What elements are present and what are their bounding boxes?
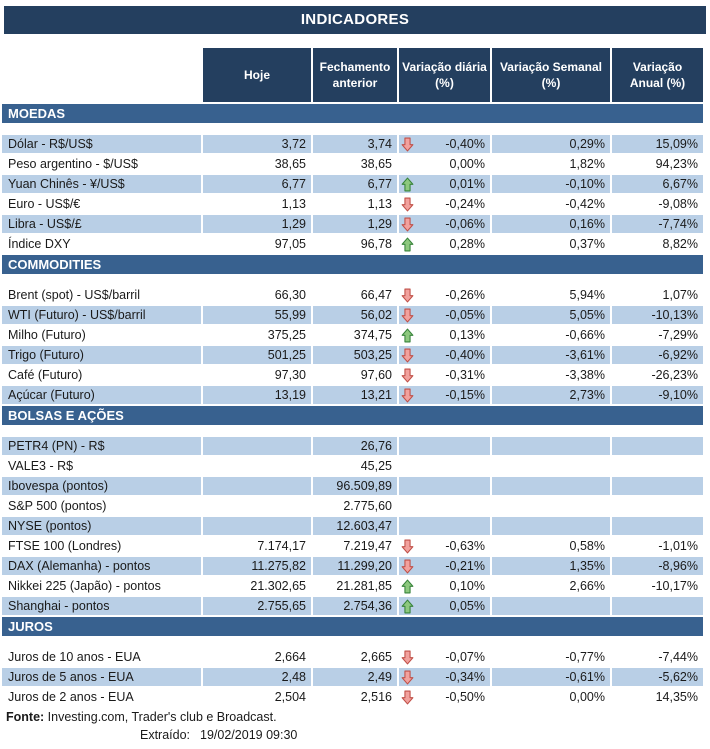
table-row xyxy=(2,195,703,213)
table-row xyxy=(2,366,703,384)
red-down-arrow-icon xyxy=(401,670,415,685)
table-row xyxy=(2,386,703,404)
column-header-variacao-semanal: Variação Semanal (%) xyxy=(492,48,610,102)
cell-hoje: 6,77 xyxy=(203,175,311,193)
green-up-arrow-icon xyxy=(401,237,415,252)
cell-variacao-anual xyxy=(612,477,703,495)
cell-variacao-semanal: 0,16% xyxy=(492,215,610,233)
red-down-arrow-icon xyxy=(401,368,415,383)
cell-variacao-diaria xyxy=(399,437,490,455)
cell-variacao-semanal xyxy=(492,437,610,455)
source-line xyxy=(0,708,710,726)
section-spacer xyxy=(2,125,703,133)
section-spacer xyxy=(2,427,703,435)
section-header-bolsas-e-acoes: BOLSAS E AÇÕES xyxy=(2,406,703,425)
cell-variacao-diaria-value: -0,63% xyxy=(445,539,485,553)
red-down-arrow-icon xyxy=(401,197,415,212)
table-row xyxy=(2,235,703,253)
cell-hoje: 2.755,65 xyxy=(203,597,311,615)
cell-fechamento-anterior: 38,65 xyxy=(360,157,392,171)
cell-label: Ibovespa (pontos) xyxy=(2,477,201,495)
cell-variacao-anual: -10,13% xyxy=(612,306,703,324)
section-header-moedas: MOEDAS xyxy=(2,104,703,123)
table-row xyxy=(2,517,703,535)
cell-label: FTSE 100 (Londres) xyxy=(8,539,122,553)
cell-variacao-semanal: 5,05% xyxy=(492,306,610,324)
cell-hoje: 2,664 xyxy=(274,650,306,664)
cell-variacao-diaria xyxy=(399,477,490,495)
cell-label: Euro - US$/€ xyxy=(8,197,81,211)
cell-variacao-anual: -9,10% xyxy=(612,386,703,404)
cell-variacao-anual: -9,08% xyxy=(658,197,698,211)
cell-variacao-anual: 94,23% xyxy=(655,157,698,171)
cell-variacao-diaria xyxy=(399,326,490,344)
cell-label: DAX (Alemanha) - pontos xyxy=(2,557,201,575)
cell-variacao-diaria xyxy=(399,366,490,384)
cell-variacao-diaria-value: 0,28% xyxy=(449,237,485,251)
cell-variacao-semanal: -0,10% xyxy=(492,175,610,193)
cell-hoje: 501,25 xyxy=(203,346,311,364)
cell-label: Juros de 10 anos - EUA xyxy=(8,650,141,664)
section-row-moedas xyxy=(2,104,703,123)
cell-variacao-semanal: -0,66% xyxy=(565,328,605,342)
green-up-arrow-icon xyxy=(401,599,415,614)
section-header-juros: JUROS xyxy=(2,617,703,636)
cell-label: Café (Futuro) xyxy=(8,368,83,382)
cell-variacao-diaria-value: -0,21% xyxy=(445,559,485,573)
cell-label: Índice DXY xyxy=(8,237,71,251)
cell-variacao-anual: 15,09% xyxy=(612,135,703,153)
table-row xyxy=(2,648,703,666)
cell-variacao-anual: -10,17% xyxy=(651,579,698,593)
cell-variacao-anual: -7,29% xyxy=(658,328,698,342)
red-down-arrow-icon xyxy=(401,288,415,303)
cell-variacao-anual xyxy=(612,517,703,535)
table-row xyxy=(2,497,703,515)
cell-variacao-diaria xyxy=(399,346,490,364)
red-down-arrow-icon xyxy=(401,388,415,403)
cell-variacao-anual: -6,92% xyxy=(612,346,703,364)
cell-variacao-semanal: 2,73% xyxy=(492,386,610,404)
cell-fechamento-anterior: 66,47 xyxy=(360,288,392,302)
cell-label: Milho (Futuro) xyxy=(8,328,86,342)
cell-variacao-semanal: -3,38% xyxy=(565,368,605,382)
cell-variacao-diaria xyxy=(399,557,490,575)
cell-variacao-diaria xyxy=(399,537,490,555)
cell-variacao-semanal: -0,61% xyxy=(492,668,610,686)
cell-hoje: 3,72 xyxy=(203,135,311,153)
cell-variacao-diaria xyxy=(399,668,490,686)
cell-variacao-diaria-value: -0,50% xyxy=(445,690,485,704)
cell-variacao-diaria xyxy=(399,155,490,173)
table-row xyxy=(2,437,703,455)
cell-label: Dólar - R$/US$ xyxy=(2,135,201,153)
cell-fechamento-anterior: 2.754,36 xyxy=(313,597,397,615)
cell-variacao-diaria-value: 0,13% xyxy=(449,328,485,342)
cell-variacao-semanal: 0,29% xyxy=(492,135,610,153)
cell-variacao-diaria-value: -0,26% xyxy=(445,288,485,302)
cell-fechamento-anterior: 21.281,85 xyxy=(336,579,392,593)
table-row xyxy=(2,175,703,193)
cell-variacao-semanal: 5,94% xyxy=(569,288,605,302)
cell-variacao-anual: -7,44% xyxy=(658,650,698,664)
cell-fechamento-anterior: 45,25 xyxy=(360,459,392,473)
cell-label: NYSE (pontos) xyxy=(2,517,201,535)
section-spacer xyxy=(2,276,703,284)
cell-fechamento-anterior: 96.509,89 xyxy=(313,477,397,495)
cell-fechamento-anterior: 13,21 xyxy=(313,386,397,404)
cell-hoje: 7.174,17 xyxy=(257,539,306,553)
cell-hoje: 97,30 xyxy=(274,368,306,382)
section-row-bolsas-e-acoes xyxy=(2,406,703,425)
table-footer xyxy=(0,708,710,744)
cell-hoje: 66,30 xyxy=(274,288,306,302)
cell-label: S&P 500 (pontos) xyxy=(8,499,107,513)
cell-label: Peso argentino - $/US$ xyxy=(8,157,138,171)
cell-label: Juros de 2 anos - EUA xyxy=(8,690,134,704)
cell-fechamento-anterior: 3,74 xyxy=(313,135,397,153)
cell-variacao-semanal: 0,58% xyxy=(569,539,605,553)
cell-fechamento-anterior: 97,60 xyxy=(360,368,392,382)
cell-fechamento-anterior: 11.299,20 xyxy=(313,557,397,575)
extracted-label: Extraído: xyxy=(140,728,191,742)
source-text: Investing.com, Trader's club e Broadcast. xyxy=(44,710,277,724)
cell-variacao-diaria-value: -0,31% xyxy=(445,368,485,382)
cell-variacao-diaria xyxy=(399,215,490,233)
cell-hoje: 11.275,82 xyxy=(203,557,311,575)
column-header-variacao-anual: Variação Anual (%) xyxy=(612,48,703,102)
cell-label: WTI (Futuro) - US$/barril xyxy=(2,306,201,324)
red-down-arrow-icon xyxy=(401,539,415,554)
cell-hoje: 21.302,65 xyxy=(250,579,306,593)
cell-hoje xyxy=(203,497,311,515)
cell-variacao-anual: -7,74% xyxy=(612,215,703,233)
cell-fechamento-anterior: 1,13 xyxy=(367,197,392,211)
table-row xyxy=(2,557,703,575)
table-row xyxy=(2,286,703,304)
cell-hoje: 13,19 xyxy=(203,386,311,404)
table-row xyxy=(2,346,703,364)
table-row xyxy=(2,155,703,173)
cell-variacao-anual xyxy=(612,437,703,455)
cell-hoje xyxy=(203,477,311,495)
cell-fechamento-anterior: 6,77 xyxy=(313,175,397,193)
cell-variacao-semanal xyxy=(492,497,610,515)
table-row xyxy=(2,326,703,344)
cell-fechamento-anterior: 2,665 xyxy=(360,650,392,664)
indicators-table xyxy=(0,46,705,708)
cell-fechamento-anterior: 2,516 xyxy=(360,690,392,704)
column-header-fechamento-anterior: Fechamento anterior xyxy=(313,48,397,102)
table-row xyxy=(2,457,703,475)
cell-label: PETR4 (PN) - R$ xyxy=(2,437,201,455)
cell-label: Nikkei 225 (Japão) - pontos xyxy=(8,579,161,593)
cell-variacao-anual: 14,35% xyxy=(655,690,698,704)
cell-variacao-semanal: -3,61% xyxy=(492,346,610,364)
cell-variacao-diaria xyxy=(399,286,490,304)
cell-variacao-semanal: 0,37% xyxy=(569,237,605,251)
cell-variacao-anual: -5,62% xyxy=(612,668,703,686)
cell-variacao-diaria xyxy=(399,195,490,213)
cell-variacao-diaria-value: -0,40% xyxy=(445,348,485,362)
cell-label: Açúcar (Futuro) xyxy=(2,386,201,404)
extracted-timestamp: 19/02/2019 09:30 xyxy=(200,728,298,742)
source-label: Fonte: xyxy=(6,710,45,724)
cell-variacao-diaria-value: -0,24% xyxy=(445,197,485,211)
cell-variacao-diaria-value: -0,06% xyxy=(445,217,485,231)
cell-variacao-diaria xyxy=(399,497,490,515)
cell-variacao-semanal xyxy=(492,457,610,475)
table-row xyxy=(2,537,703,555)
cell-variacao-anual: 6,67% xyxy=(612,175,703,193)
cell-variacao-semanal: 1,35% xyxy=(492,557,610,575)
red-down-arrow-icon xyxy=(401,308,415,323)
cell-variacao-diaria-value: 0,10% xyxy=(449,579,485,593)
table-row xyxy=(2,668,703,686)
extracted-line xyxy=(0,726,710,744)
table-row xyxy=(2,477,703,495)
cell-variacao-diaria xyxy=(399,688,490,706)
cell-variacao-semanal xyxy=(492,597,610,615)
table-row xyxy=(2,688,703,706)
red-down-arrow-icon xyxy=(401,690,415,705)
cell-label: Brent (spot) - US$/barril xyxy=(8,288,140,302)
cell-variacao-diaria-value: 0,00% xyxy=(449,157,485,171)
cell-fechamento-anterior: 12.603,47 xyxy=(313,517,397,535)
cell-label: Libra - US$/£ xyxy=(2,215,201,233)
cell-variacao-diaria xyxy=(399,457,490,475)
cell-variacao-anual xyxy=(612,457,703,475)
cell-label: Trigo (Futuro) xyxy=(2,346,201,364)
cell-variacao-anual xyxy=(612,497,703,515)
table-row xyxy=(2,135,703,153)
green-up-arrow-icon xyxy=(401,177,415,192)
cell-variacao-anual: 1,07% xyxy=(662,288,698,302)
column-header-hoje: Hoje xyxy=(203,48,311,102)
cell-variacao-semanal: -0,42% xyxy=(565,197,605,211)
cell-variacao-anual: -26,23% xyxy=(651,368,698,382)
red-down-arrow-icon xyxy=(401,348,415,363)
cell-variacao-diaria-value: 0,01% xyxy=(449,177,485,191)
cell-variacao-semanal xyxy=(492,477,610,495)
cell-hoje: 55,99 xyxy=(203,306,311,324)
cell-hoje: 2,48 xyxy=(203,668,311,686)
cell-variacao-diaria xyxy=(399,235,490,253)
cell-fechamento-anterior: 1,29 xyxy=(313,215,397,233)
cell-fechamento-anterior: 503,25 xyxy=(313,346,397,364)
cell-variacao-diaria xyxy=(399,135,490,153)
cell-variacao-anual: 8,82% xyxy=(662,237,698,251)
cell-variacao-diaria-value: -0,05% xyxy=(445,308,485,322)
cell-hoje: 1,29 xyxy=(203,215,311,233)
cell-fechamento-anterior: 56,02 xyxy=(313,306,397,324)
cell-variacao-diaria xyxy=(399,648,490,666)
cell-variacao-diaria xyxy=(399,517,490,535)
cell-variacao-diaria-value: -0,34% xyxy=(445,670,485,684)
red-down-arrow-icon xyxy=(401,650,415,665)
column-header-row xyxy=(2,48,703,102)
red-down-arrow-icon xyxy=(401,137,415,152)
cell-hoje: 2,504 xyxy=(274,690,306,704)
cell-hoje xyxy=(203,457,311,475)
cell-label: Juros de 5 anos - EUA xyxy=(2,668,201,686)
cell-variacao-diaria xyxy=(399,175,490,193)
cell-variacao-anual: -8,96% xyxy=(612,557,703,575)
table-row xyxy=(2,577,703,595)
cell-fechamento-anterior: 7.219,47 xyxy=(343,539,392,553)
cell-variacao-semanal: 1,82% xyxy=(569,157,605,171)
section-header-commodities: COMMODITIES xyxy=(2,255,703,274)
cell-variacao-anual: -1,01% xyxy=(658,539,698,553)
cell-variacao-diaria xyxy=(399,597,490,615)
section-row-juros xyxy=(2,617,703,636)
label-column-header xyxy=(2,48,201,102)
cell-hoje: 97,05 xyxy=(274,237,306,251)
table-row xyxy=(2,306,703,324)
cell-label: VALE3 - R$ xyxy=(8,459,74,473)
green-up-arrow-icon xyxy=(401,328,415,343)
green-up-arrow-icon xyxy=(401,579,415,594)
cell-hoje: 1,13 xyxy=(281,197,306,211)
table-row xyxy=(2,597,703,615)
cell-variacao-diaria xyxy=(399,577,490,595)
cell-variacao-diaria xyxy=(399,306,490,324)
cell-variacao-diaria-value: -0,07% xyxy=(445,650,485,664)
cell-hoje xyxy=(203,437,311,455)
cell-hoje: 38,65 xyxy=(274,157,306,171)
cell-fechamento-anterior: 2,49 xyxy=(313,668,397,686)
cell-hoje: 375,25 xyxy=(267,328,306,342)
cell-variacao-diaria-value: 0,05% xyxy=(449,599,485,613)
page-title: INDICADORES xyxy=(4,6,706,34)
cell-variacao-diaria-value: -0,15% xyxy=(445,388,485,402)
cell-variacao-semanal xyxy=(492,517,610,535)
cell-variacao-semanal: -0,77% xyxy=(565,650,605,664)
cell-label: Shanghai - pontos xyxy=(2,597,201,615)
section-spacer xyxy=(2,638,703,646)
cell-fechamento-anterior: 2.775,60 xyxy=(343,499,392,513)
cell-variacao-semanal: 2,66% xyxy=(569,579,605,593)
section-row-commodities xyxy=(2,255,703,274)
red-down-arrow-icon xyxy=(401,217,415,232)
red-down-arrow-icon xyxy=(401,559,415,574)
column-header-variacao-diaria: Variação diária (%) xyxy=(399,48,490,102)
table-row xyxy=(2,215,703,233)
cell-label: Yuan Chinês - ¥/US$ xyxy=(2,175,201,193)
cell-fechamento-anterior: 374,75 xyxy=(353,328,392,342)
cell-fechamento-anterior: 96,78 xyxy=(360,237,392,251)
cell-variacao-diaria-value: -0,40% xyxy=(445,137,485,151)
cell-variacao-semanal: 0,00% xyxy=(569,690,605,704)
cell-variacao-diaria xyxy=(399,386,490,404)
cell-variacao-anual xyxy=(612,597,703,615)
cell-hoje xyxy=(203,517,311,535)
cell-fechamento-anterior: 26,76 xyxy=(313,437,397,455)
